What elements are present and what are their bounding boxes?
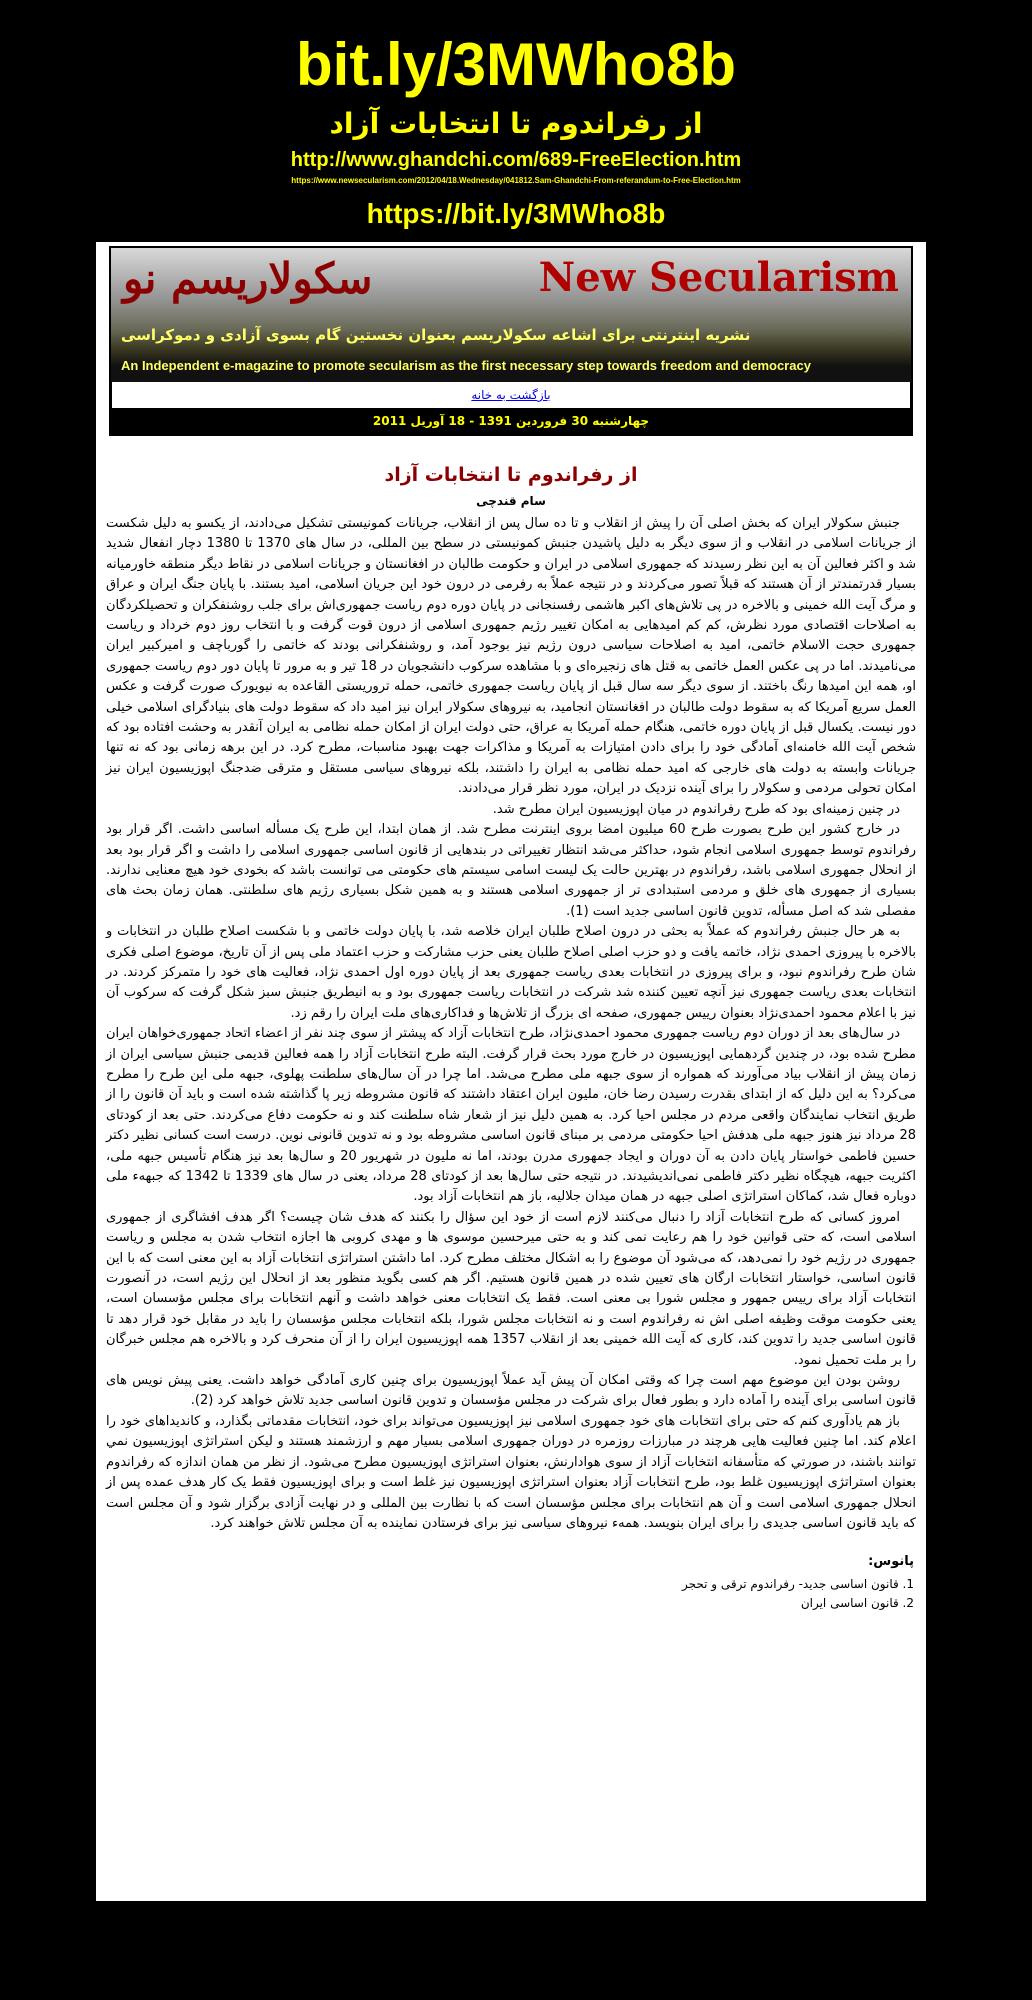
header-title-fa: از رفراندوم تا انتخابات آزاد: [329, 107, 703, 140]
paragraph: جنبش سکولار ایران که بخش اصلی آن را پیش از انقلاب و تا ده سال پس از انقلاب، جریانات کمونیستی تشکیل می‌دادند، از یکسو به دلیل شکست از جریانات اسلامی در انقلاب و از سوی دیگر به دلیل پاشیدن جنبش کمونیستی در سطح بین المللی، در سال های 1370 تا 1380 دچار انفعال شدید شد و اکثر فعالین آن به این نظر رسیدند که جمهوری اسلامی در ایران و حکومت طالبان در افغانستان و جریانات اسلامی در نقاط دیگر منطقه خاورمیانه بسیار قدرتمندتر از آن هستند که قبلاً تصور می‌کردند و در نتیجه عملاً به رفرمی در درون خود این جریان اسلامی، امید بستند. با پایان جنگ ایران و عراق و مرگ آیت الله خمینی و بالاخره در پی تلاش‌های اکبر هاشمی رفسنجانی در پایان دوره دوم ریاست جمهوری‌اش برای جلب روشنفکران و تحصیلکردگان به اصلاحات اقتصادی مورد نظرش، کم کم امیدهایی به امکان تغییر رژیم جمهوری اسلامی از درون قوت گرفت و با انتخاب روز دوم خرداد و ریاست جمهوری حجت الاسلام خاتمی، امید به اصلاحات سیاسی درون رژیم نیز بوجود آمد، و روشنفکرانی بودند که خاتمی را گورباچف و امیرکبیر ایران می‌نامیدند. اما در پی عکس العمل خاتمی به قتل های زنجیره‌ای و با مشاهده سرکوب دانشجویان در 18 تیر و به مرور تا پایان دور دوم ریاست جمهوری او، همه این امیدها رنگ باختند. از سوی دیگر سه سال قبل از پایان ریاست جمهوری خاتمی، حمله تروریستی القاعده به نیویورک صورت گرفت و عکس العمل سریع آمریکا که به سقوط دولت طالبان در افغانستان انجامید، به نیروهای سکولار ایران نیز امید داد که سقوط دولت های بنیادگرای اسلامی خیلی دور نیست. یکسال قبل از پایان دوره خاتمی، هنگام حمله آمریکا به عراق، حتی دولت ایران از امکان حمله نظامی به ایران آنقدر به وحشت افتاده بود که شخص آیت الله خامنه‌ای آمادگی خود را برای دادن امتیازات به آمریکا و مذاکرات جهت بهبود مناسبات، مطرح کرد. در این برهه زمانی بود که نه تنها جریانات وابسته به دولت های خارجی که امید حمله نظامی به ایران را داشتند، بلکه نیروهای سیاسی مستقل و مترقی ضدجنگ اپوزیسیون ایران نیز امکان تحولی مردمی و سکولار را برای آینده نزدیک در ایران، مورد نظر قرار می‌دادند.: [106, 516, 917, 797]
paragraph: در خارج کشور این طرح بصورت طرح 60 میلیون امضا بروی اینترنت مطرح شد. از همان ابتدا، این طرح یک مسأله اساسی داشت. اگر قرار بود رفراندوم توسط جمهوری اسلامی انجام شود، حداکثر می‌شد انتظار تغییراتی در بندهایی از قانون اساسی جمهوری اسلامی را داشت و اگر قرار بود بعد از انحلال جمهوری اسلامی باشد، رفراندوم در بهترین حالت یک لیست اسامی سیستم های حکومتی می توانست باشد که بخودی خود هیچ معنایی ندارند. بسیاری از جمهوری های خلق و مردمی استبدادی تر از جمهوری اسلامی هستند و به همین شکل بسیاری رژیم های سلطنتی. همان زمان بحث های مفصلی شد که اصل مسأله، تدوین قانون اساسی جدید است (1).: [106, 822, 916, 919]
tagline-fa: نشریه اینترنتی برای اشاعه سکولاریسم بعنوان نخستین گام بسوی آزادی و دموکراسی: [121, 326, 751, 344]
paragraph: در سال‌های بعد از دوران دوم ریاست جمهوری محمود احمدی‌نژاد، طرح انتخابات آزاد که پیشتر از سوی چند نفر از اعضاء اتحاد جمهوری‌خواهان ایران مطرح شده بود، در چندین گردهمایی اپوزیسیون در خارج مورد بحث قرار گرفت. البته طرح انتخابات آزاد را همه فعالین قدیمی جنبش سیاسی ایران از زمان پیش از انقلاب بیاد می‌آورند که همواره از سوی جبهه ملی مطرح می‌شد. اما چرا در آن سال‌های سلطنت پهلوی، جبهه ملی این طرح را مطرح می‌کرد؟ به این دلیل که از ابتدای بقدرت رسیدن رضا خان، ملیون ایران اعتقاد داشتند که قانون مشروطه زیر پا گذاشته شده است و باید آن قانون را از طریق انتخاب نمایندگان واقعی مردم در مجلس احیا کرد. به همین دلیل نیز از شعار شاه سلطنت کند و نه حکومت دفاع می‌کردند. حتی بعد از کودتای 28 مرداد نیز هنوز جبهه ملی هدفش احیا حکومتی مردمی بر مبنای قانون اساسی مشروطه بود و نه تدوین قانونی نوین. درست است کسانی نظیر دکتر حسین فاطمی خواستار پایان دادن به آن دوران و ایجاد جمهوری مدرن بودند، اما نه ملیون در شهریور 20 و سال‌ها بعد نیز هنگام تأسیس جبهه ملی، اکثریت جبهه، هیچگاه نظیر دکتر فاطمی نمی‌اندیشیدند. در نتیجه حتی سال‌ها بعد از کودتای 28 مرداد، یعنی در سال های 1339 تا 1342 که جبهه‌ء ملی دوباره فعال شد، کماکان استراتژی اصلی جبهه در همان میدان جلالیه، باز هم انتخابات آزاد بود.: [106, 1026, 917, 1205]
masthead: [109, 246, 913, 436]
paragraph: روشن بودن این موضوع مهم است چرا که وقتی امکان آن پیش آید عملاً اپوزیسیون برای چنین کاری آمادگی خواهد داشت. یعنی پیش نویس های قانون اساسی برای آینده را آماده دارد و بطور فعال برای شرکت در مجلس مؤسسان و تدوین قانون اساسی جدید تلاش خواهد کرد (2).: [106, 1373, 916, 1409]
author: سام قندچی: [476, 494, 546, 508]
source-url[interactable]: https://www.newsecularism.com/2012/04/18.Wednesday/041812.Sam-Ghandchi-From-referandum-to-Free-Election.htm: [291, 176, 741, 185]
notes-list: [96, 1573, 926, 1613]
main-url[interactable]: http://www.ghandchi.com/689-FreeElection.htm: [290, 149, 742, 171]
article-page: [96, 242, 926, 1901]
date-bar: چهارشنبه 30 فروردین 1391 - 18 آوریل 2011: [111, 408, 911, 434]
header: [0, 0, 1032, 234]
note-link[interactable]: 2. قانون اساسی ایران: [800, 1596, 914, 1611]
short-url-bottom[interactable]: https://bit.ly/3MWho8b: [366, 198, 666, 229]
tagline-en: An Independent e-magazine to promote secularism as the first necessary step towards freedom and democracy: [121, 358, 811, 373]
logo-en: New Secularism: [538, 254, 899, 301]
banner-image: [111, 248, 911, 382]
home-link[interactable]: بازگشت به خانه: [111, 382, 911, 408]
paragraph: در چنین زمینه‌ای بود که طرح رفراندوم در میان اپوزیسیون ایران مطرح شد.: [492, 801, 900, 817]
note-link[interactable]: 1. قانون اساسی جدید- رفراندوم ترقی و تحجر: [682, 1577, 914, 1592]
paragraph: باز هم یادآوری کنم که حتی برای انتخابات های خود جمهوری اسلامی نیز اپوزیسیون می‌تواند برای خود، انتخابات مقدماتی بگذارد، و کاندیداهای خود را اعلام کند. اما چنین فعالیت هایی هرچند در مبارزات روزمره در دوران جمهوری اسلامی بسیار مهم و ارزشمند هستند و لیکن استراتژی اپوزیسیون نمي توانند باشند، در صورتي که متأسفانه انتخابات آزاد از سوی هوادارنش، بعنوان استراتژی اپوزیسیون مطرح می‌شود. از نظر من همان اندازه که رفراندوم بعنوان استراتژی اپوزیسیون غلط بود، طرح انتخابات آزاد بعنوان استراتژی اپوزیسیون نیز غلط است و برای اپوزیسیون فقط یک کار هدف عمده پس از انحلال جمهوری اسلامی است و آن هم انتخابات برای مجلس مؤسسان است که با نظارت بین المللی و در نهایت آزادی برگزار شود و آن مجلس است که باید قانون اساسی جدیدی را برای ایران بنویسد. همهء نیروهای سیاسی نیز برای فرستادن نماینده به آن مجلس تلاش خواهند کرد.: [106, 1413, 916, 1531]
article-body: [96, 512, 926, 1534]
paragraph: به هر حال جنبش رفراندوم که عملاً به بحثی در درون اصلاح طلبان ایران خلاصه شد، با پایان دولت خاتمی و با شکست اصلاح طلبان در انتخابات و بالاخره با پیروزی احمدی نژاد، خاتمه یافت و دو حزب اصلی اصلاح طلبان یعنی حزب مشارکت و حزب اعتماد ملی پس از آن تاریخ، موضوع اصلی فکری شان طرح رفراندوم نبود، و برای پیروزی در انتخابات بعدی ریاست جمهوری بعد از پایان دوره اول احمدی نژاد، فعالیت های خود را متمرکز کردند. در انتخابات بعدی ریاست جمهوری نیز آنچه تعیین کننده شد شرکت در انتخابات ریاست جمهوری بود و به انیطریق جنبش سبز شکل گرفت که سرکوب آن نیز با اعلام محمود احمدی‌نژاد بعنوان رییس جمهوری، صفحه ای بزرگ از تلاش‌ها و فداکاری‌های ملت ایران را رقم زد.: [106, 924, 916, 1021]
notes-heading: پانوس:: [868, 1554, 914, 1570]
short-url-top[interactable]: bit.ly/3MWho8b: [296, 31, 736, 98]
logo-fa: سکولاریسم نو: [123, 254, 373, 303]
paragraph: امروز کسانی که طرح انتخابات آزاد را دنبال می‌کنند لازم است از خود این سؤال را بکنند که هدف شان چیست؟ اگر هدف افشاگری از جمهوری اسلامی است، که حتی قوانین خود را هم رعایت نمی کند و به حتی میرحسین موسوی ها و مهدی کروبی ها اجازه انتخاب شدن به مجلس و ریاست جمهوری در رژیم خود را نمی‌دهد، که می‌شود آن موضوع را به اشکال مختلف مطرح کرد. اما داشتن استراتژی انتخابات آزاد به این معنی است که با این قانون اساسی، خواستار انتخابات ارگان های تعیین شده در همین قانون هستیم. اگر هم کسی بگوید منظور بعد از انحلال این رژیم است، در آنصورت انتخابات آزاد برای رییس جمهور و مجلس شورا بی معنی است. فقط یک انتخابات معنی خواهد داشت و آنهم انتخابات برای مجلس مؤسسان است، یعنی حکومت موقت وظیفه اصلی اش نه رفراندوم است و نه انتخابات مجلس شورا، بلکه انتخابات مجلس مؤسسان را باید در مقابل خود قرار دهد تا قانون اساسی جدید را تدوین کند، کاری که آیت الله خمینی بعد از انقلاب 1357 همه اپوزیسیون ایران را از آن منحرف کرد و بالاخره هم مجلس خبرگان را بر ملت تحمیل نمود.: [106, 1209, 917, 1368]
article-title: از رفراندوم تا انتخابات آزاد: [384, 464, 638, 486]
